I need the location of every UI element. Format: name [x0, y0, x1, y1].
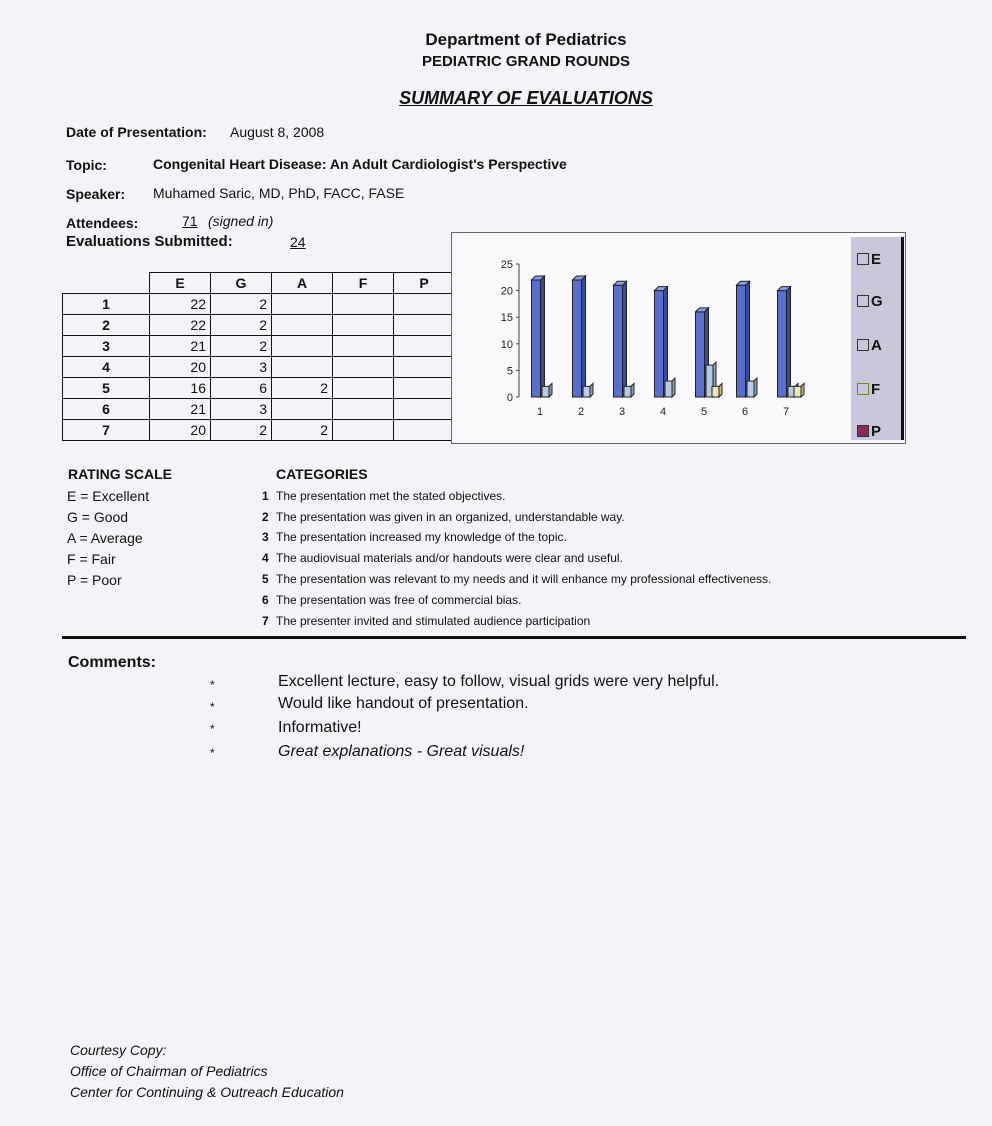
table-cell [394, 294, 455, 315]
categories-title: CATEGORIES [276, 466, 368, 482]
table-cell [272, 357, 333, 378]
x-tick-label: 5 [700, 406, 708, 418]
table-cell: 2 [272, 378, 333, 399]
table-cell: 22 [150, 294, 211, 315]
topic-label: Topic: [66, 157, 107, 173]
row-label: 7 [63, 420, 150, 441]
speaker-label: Speaker: [66, 186, 126, 202]
row-label: 6 [63, 399, 150, 420]
comment-bullet: * [210, 678, 215, 692]
table-cell [333, 315, 394, 336]
table-row [63, 294, 455, 315]
table-cell [272, 294, 333, 315]
row-label: 2 [63, 315, 150, 336]
attendees-value: 71 [182, 213, 198, 229]
table-cell: 20 [150, 357, 211, 378]
comment-text: Would like handout of presentation. [278, 695, 529, 712]
bar-e [573, 280, 582, 397]
courtesy-center: Center for Continuing & Outreach Education [70, 1084, 344, 1100]
table-cell [333, 357, 394, 378]
y-tick-label: 10 [500, 338, 513, 351]
legend-swatch-p [857, 425, 869, 437]
legend-item-e: E [857, 251, 881, 268]
bar-g [747, 381, 754, 397]
legend-swatch-g [857, 295, 869, 307]
courtesy-copy-label: Courtesy Copy: [70, 1042, 167, 1058]
submitted-value: 24 [290, 234, 306, 250]
table-cell: 21 [150, 336, 211, 357]
x-tick-label: 7 [782, 406, 790, 418]
comment-text: Great explanations - Great visuals! [278, 743, 525, 760]
row-label: 5 [63, 378, 150, 399]
x-tick-label: 1 [536, 406, 544, 418]
courtesy-office: Office of Chairman of Pediatrics [70, 1063, 268, 1079]
x-tick-label: 4 [659, 406, 667, 418]
table-cell [394, 357, 455, 378]
legend-swatch-f [857, 383, 869, 395]
bar-g [624, 386, 631, 397]
table-cell [333, 294, 394, 315]
table-cell: 20 [150, 420, 211, 441]
bar-e [532, 280, 541, 397]
x-tick-label: 6 [741, 406, 749, 418]
legend-item-f: F [857, 381, 880, 398]
bar-g-side [590, 383, 593, 397]
table-cell [394, 378, 455, 399]
attendees-note: (signed in) [208, 213, 274, 229]
chart-svg [452, 233, 852, 441]
table-cell: 2 [211, 294, 272, 315]
rating-scale-item: F = Fair [67, 551, 116, 567]
comment-text: Excellent lecture, easy to follow, visual grids were very helpful. [278, 673, 720, 690]
category-item: 5 The presentation was relevant to my needs and it will enhance my professional effectiveness. [262, 572, 772, 586]
column-header-a: A [272, 273, 333, 294]
bar-e-side [746, 281, 750, 397]
comment-bullet: * [210, 722, 215, 736]
speaker-value: Muhamed Saric, MD, PhD, FACC, FASE [153, 185, 405, 201]
category-item: 2 The presentation was given in an organized, understandable way. [262, 510, 625, 524]
y-tick-label: 15 [500, 312, 513, 325]
category-item: 7 The presenter invited and stimulated audience participation [262, 614, 591, 628]
bar-e [655, 291, 664, 397]
table-cell [333, 378, 394, 399]
bar-e-side [541, 276, 545, 397]
comment-bullet: * [210, 700, 215, 714]
legend-swatch-e [857, 253, 869, 265]
row-label: 3 [63, 336, 150, 357]
x-tick-label: 3 [618, 406, 626, 418]
table-cell: 2 [211, 420, 272, 441]
comments-title: Comments: [68, 654, 157, 671]
table-row [63, 357, 455, 378]
bar-g [542, 386, 549, 397]
legend-swatch-a [857, 339, 869, 351]
category-item: 3 The presentation increased my knowledge of the topic. [262, 530, 567, 544]
table-row [63, 336, 455, 357]
legend-item-p: P [857, 423, 881, 440]
table-cell [333, 420, 394, 441]
table-cell: 21 [150, 399, 211, 420]
rating-scale-item: G = Good [67, 509, 129, 525]
bar-a-side [801, 383, 804, 397]
topic-value: Congenital Heart Disease: An Adult Cardiologist's Perspective [153, 156, 567, 172]
bar-a-side [719, 383, 722, 397]
category-item: 6 The presentation was free of commercial bias. [262, 593, 522, 607]
rating-scale-title: RATING SCALE [68, 466, 172, 482]
rating-scale-item: A = Average [67, 530, 143, 546]
y-tick-label: 20 [500, 285, 513, 298]
bar-e-side [787, 287, 791, 397]
evaluation-table [62, 272, 455, 441]
table-cell [272, 315, 333, 336]
table-cell [272, 336, 333, 357]
table-cell: 2 [272, 420, 333, 441]
comment-text: Informative! [278, 719, 362, 736]
bar-e [696, 312, 705, 397]
submitted-label: Evaluations Submitted: [66, 233, 233, 250]
rating-scale-item: P = Poor [67, 572, 122, 588]
table-row [63, 420, 455, 441]
table-cell: 2 [211, 315, 272, 336]
attendees-label: Attendees: [66, 215, 139, 231]
table-row [63, 399, 455, 420]
table-cell [333, 336, 394, 357]
table-cell [394, 315, 455, 336]
table-header-row [63, 273, 455, 294]
table-cell: 3 [211, 399, 272, 420]
bar-g-side [631, 383, 634, 397]
column-header-f: F [333, 273, 394, 294]
row-label: 4 [63, 357, 150, 378]
bar-e [614, 285, 623, 397]
table-cell [394, 336, 455, 357]
column-header-g: G [211, 273, 272, 294]
bar-g [665, 381, 672, 397]
legend-item-g: G [857, 293, 883, 310]
legend-item-a: A [857, 337, 882, 354]
table-row [63, 315, 455, 336]
table-cell: 3 [211, 357, 272, 378]
bar-e-side [623, 281, 627, 397]
table-cell: 6 [211, 378, 272, 399]
bar-a [794, 386, 801, 397]
y-tick-label: 25 [500, 259, 513, 271]
table-cell [333, 399, 394, 420]
rating-scale-item: E = Excellent [67, 488, 150, 504]
date-value: August 8, 2008 [230, 124, 325, 140]
chart-legend [851, 237, 904, 440]
bar-g-side [549, 383, 552, 397]
bar-e-side [582, 276, 586, 397]
table-row [63, 378, 455, 399]
bar-e-side [664, 287, 668, 397]
y-tick-label: 0 [506, 392, 513, 404]
category-item: 1 The presentation met the stated objectives. [262, 489, 506, 503]
table-cell: 16 [150, 378, 211, 399]
bar-e [778, 291, 787, 397]
y-tick-label: 5 [506, 365, 513, 378]
column-header-e: E [150, 273, 211, 294]
evaluation-chart [451, 232, 906, 444]
bar-g [583, 386, 590, 397]
section-divider [62, 636, 966, 639]
bar-a [712, 386, 719, 397]
table-cell [394, 420, 455, 441]
bar-g-side [672, 378, 675, 397]
date-label: Date of Presentation: [66, 124, 207, 140]
category-item: 4 The audiovisual materials and/or handouts were clear and useful. [262, 551, 623, 565]
table-cell [394, 399, 455, 420]
table-cell: 2 [211, 336, 272, 357]
table-cell: 22 [150, 315, 211, 336]
program-title: PEDIATRIC GRAND ROUNDS [421, 53, 631, 70]
x-tick-label: 2 [577, 406, 585, 418]
bar-g-side [754, 378, 757, 397]
bar-e [737, 285, 746, 397]
column-header-p: P [394, 273, 455, 294]
table-cell [272, 399, 333, 420]
page-title: SUMMARY OF EVALUATIONS [399, 88, 653, 108]
department-title: Department of Pediatrics [425, 30, 627, 49]
comment-bullet: * [210, 746, 215, 760]
row-label: 1 [63, 294, 150, 315]
